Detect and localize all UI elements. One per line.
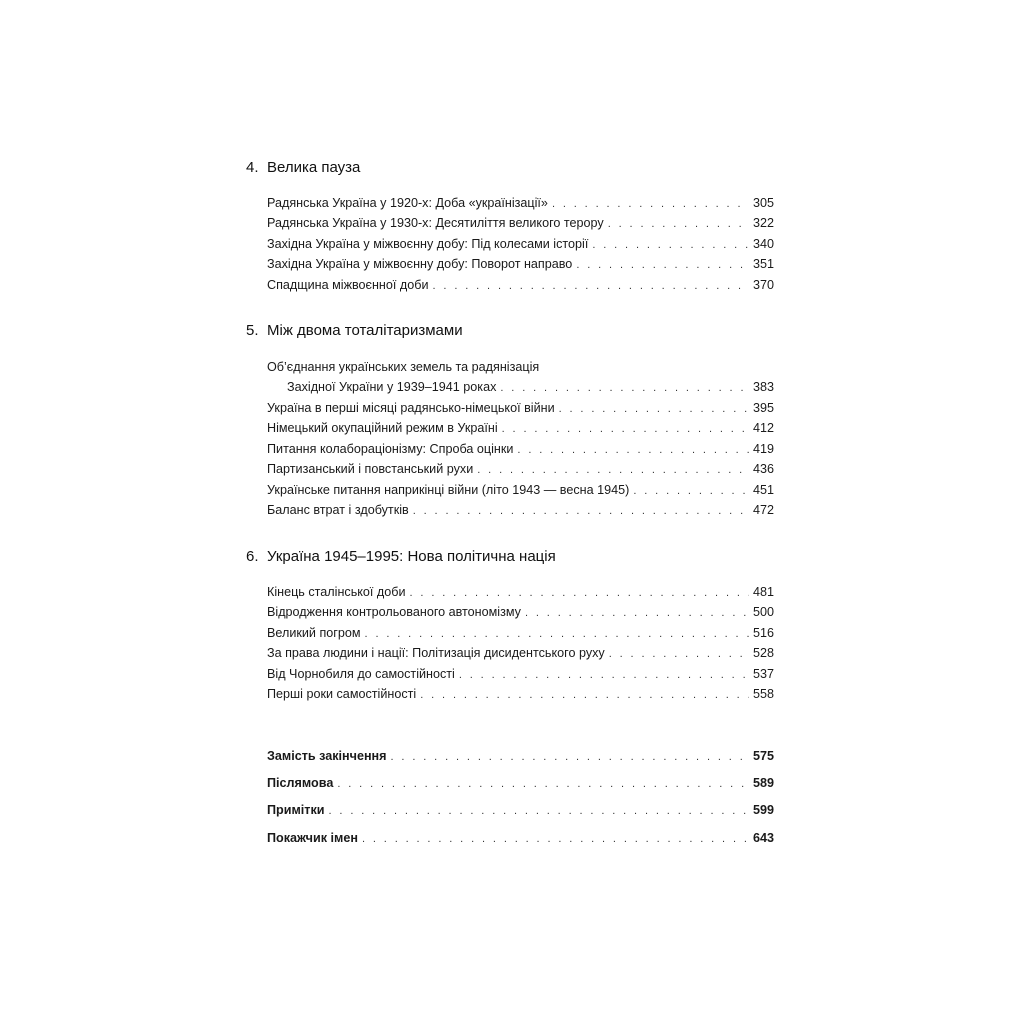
entry-page: 419 xyxy=(752,442,774,456)
chapter-heading xyxy=(246,548,786,565)
dot-leader xyxy=(477,464,749,476)
toc-entry[interactable] xyxy=(267,237,774,257)
entry-page: 351 xyxy=(752,257,774,271)
entry-page: 395 xyxy=(752,401,774,415)
entry-title: Західної України у 1939–1941 роках xyxy=(287,380,497,394)
entry-page: 472 xyxy=(752,503,774,517)
entry-title: Україна в перші місяці радянсько-німецької війни xyxy=(267,401,555,415)
toc-entry-back-matter[interactable] xyxy=(267,831,774,851)
entry-page: 383 xyxy=(752,380,774,394)
dot-leader xyxy=(559,403,749,415)
toc-entry[interactable] xyxy=(267,380,774,400)
entry-page: 370 xyxy=(752,278,774,292)
dot-leader xyxy=(517,444,749,456)
dot-leader xyxy=(552,198,749,210)
chapter-heading xyxy=(246,322,786,339)
dot-leader xyxy=(433,280,749,292)
toc-entry[interactable] xyxy=(267,626,774,646)
dot-leader xyxy=(413,505,749,517)
dot-leader xyxy=(500,382,749,394)
entry-title: Замість закінчення xyxy=(267,749,387,763)
chapter-title: Велика пауза xyxy=(267,159,361,176)
toc-entry[interactable] xyxy=(267,605,774,625)
entry-page: 412 xyxy=(752,421,774,435)
toc-entry[interactable] xyxy=(267,401,774,421)
chapter-number: 6. xyxy=(246,548,259,565)
entry-title: Відродження контрольованого автономізму xyxy=(267,605,521,619)
chapter-title: Між двома тоталітаризмами xyxy=(267,322,463,339)
dot-leader xyxy=(420,689,749,701)
dot-leader xyxy=(362,833,749,845)
entry-title: Українське питання наприкінці війни (літо 1943 — весна 1945) xyxy=(267,483,630,497)
entry-page: 599 xyxy=(752,803,774,817)
entry-page: 305 xyxy=(752,196,774,210)
chapter-heading xyxy=(246,159,786,176)
entry-title: Перші роки самостійності xyxy=(267,687,417,701)
entry-title: Західна Україна у міжвоєнну добу: Під колесами історії xyxy=(267,237,589,251)
dot-leader xyxy=(609,648,749,660)
chapter-number: 5. xyxy=(246,322,259,339)
entry-page: 558 xyxy=(752,687,774,701)
entry-title: Партизанський і повстанський рухи xyxy=(267,462,474,476)
entry-title: Післямова xyxy=(267,776,334,790)
entry-page: 643 xyxy=(752,831,774,845)
toc-entry[interactable] xyxy=(267,503,774,523)
chapter-number: 4. xyxy=(246,159,259,176)
entry-page: 451 xyxy=(752,483,774,497)
entry-page: 481 xyxy=(752,585,774,599)
dot-leader xyxy=(459,669,749,681)
dot-leader xyxy=(608,218,749,230)
entry-page: 436 xyxy=(752,462,774,476)
toc-entry[interactable] xyxy=(267,646,774,666)
dot-leader xyxy=(525,607,749,619)
entry-page: 340 xyxy=(752,237,774,251)
toc-entry[interactable] xyxy=(267,257,774,277)
dot-leader xyxy=(576,259,749,271)
entry-title: Німецький окупаційний режим в Україні xyxy=(267,421,498,435)
toc-entry[interactable] xyxy=(267,585,774,605)
entry-title: Покажчик імен xyxy=(267,831,358,845)
entry-title: Радянська Україна у 1920-х: Доба «українізації» xyxy=(267,196,548,210)
entry-title: Примітки xyxy=(267,803,325,817)
dot-leader xyxy=(391,751,749,763)
toc-entry-back-matter[interactable] xyxy=(267,749,774,769)
entry-page: 589 xyxy=(752,776,774,790)
entry-page: 528 xyxy=(752,646,774,660)
dot-leader xyxy=(410,587,749,599)
entry-page: 500 xyxy=(752,605,774,619)
dot-leader xyxy=(337,778,749,790)
entry-title: Від Чорнобиля до самостійності xyxy=(267,667,455,681)
dot-leader xyxy=(365,628,749,640)
toc-entry[interactable] xyxy=(267,462,774,482)
toc-entry[interactable] xyxy=(267,421,774,441)
entry-title: За права людини і нації: Політизація дисидентського руху xyxy=(267,646,605,660)
toc-entry[interactable] xyxy=(267,687,774,707)
entry-page: 575 xyxy=(752,749,774,763)
toc-entry[interactable] xyxy=(267,196,774,216)
toc-entry[interactable] xyxy=(267,278,774,298)
entry-title: Радянська Україна у 1930-х: Десятиліття великого терору xyxy=(267,216,604,230)
toc-entry-back-matter[interactable] xyxy=(267,803,774,823)
toc-entry[interactable] xyxy=(267,442,774,462)
entry-page: 516 xyxy=(752,626,774,640)
entry-title: Спадщина міжвоєнної доби xyxy=(267,278,429,292)
entry-title: Баланс втрат і здобутків xyxy=(267,503,409,517)
entry-title: Західна Україна у міжвоєнну добу: Поворот направо xyxy=(267,257,573,271)
toc-entry[interactable] xyxy=(267,483,774,503)
entry-page: 322 xyxy=(752,216,774,230)
dot-leader xyxy=(633,485,749,497)
toc-entry[interactable] xyxy=(267,216,774,236)
entry-title: Питання колабораціонізму: Спроба оцінки xyxy=(267,442,514,456)
toc-entry-first-line: Об’єднання українських земель та радянізація xyxy=(267,360,540,374)
entry-title: Великий погром xyxy=(267,626,361,640)
chapter-title: Україна 1945–1995: Нова політична нація xyxy=(267,548,556,565)
toc-entry-back-matter[interactable] xyxy=(267,776,774,796)
toc-entry[interactable] xyxy=(267,667,774,687)
dot-leader xyxy=(329,805,749,817)
dot-leader xyxy=(502,423,749,435)
dot-leader xyxy=(592,239,749,251)
entry-title: Кінець сталінської доби xyxy=(267,585,406,599)
entry-page: 537 xyxy=(752,667,774,681)
